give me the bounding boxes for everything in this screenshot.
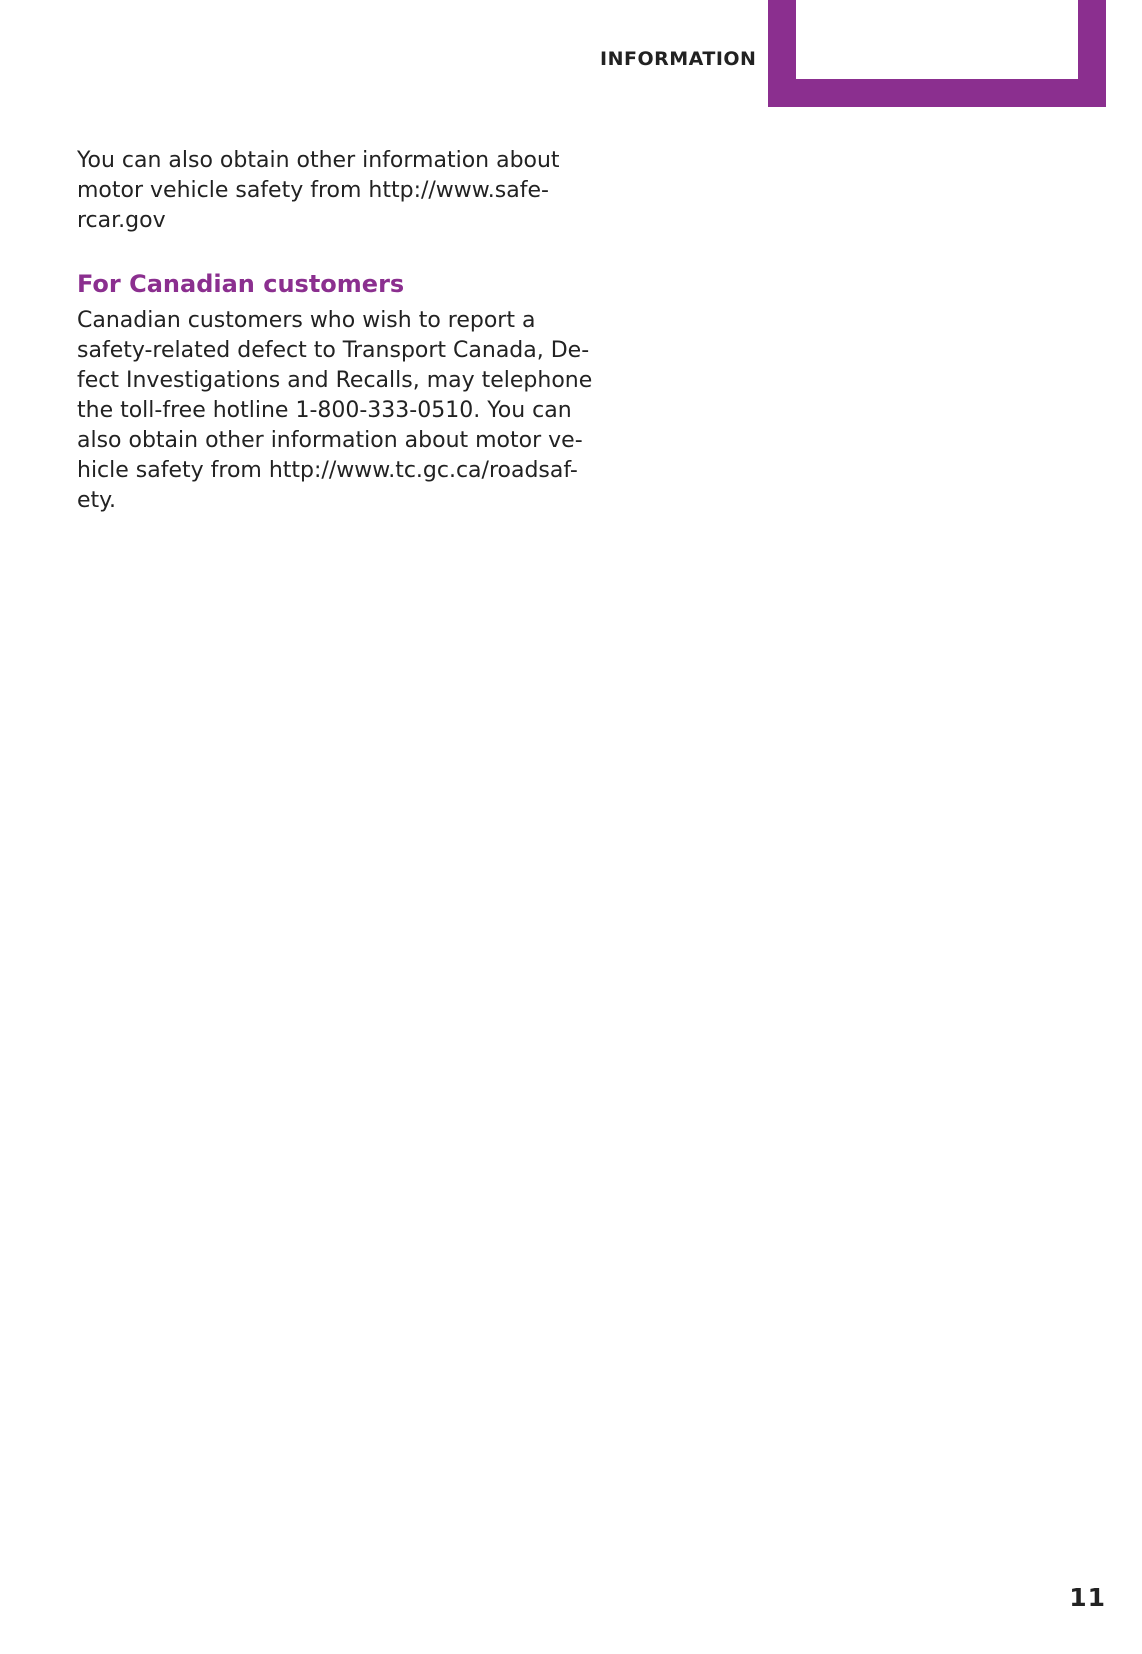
section-tab-marker: [768, 0, 1106, 107]
canadian-customers-paragraph: [77, 306, 593, 516]
paragraph-line: hicle safety from http://www.tc.gc.ca/roadsaf-: [77, 458, 578, 483]
paragraph-line: rcar.gov: [77, 208, 166, 233]
paragraph-line: the toll-free hotline 1-800-333-0510. You can: [77, 398, 572, 423]
paragraph-line: safety-related defect to Transport Canada, De-: [77, 338, 590, 363]
intro-paragraph: [77, 146, 577, 236]
paragraph-line: motor vehicle safety from http://www.safe-: [77, 178, 549, 203]
paragraph-line: fect Investigations and Recalls, may telephone: [77, 368, 593, 393]
canadian-customers-heading: For Canadian customers: [77, 270, 405, 298]
paragraph-line: also obtain other information about motor ve-: [77, 428, 583, 453]
main-content: [77, 146, 593, 516]
paragraph-line: Canadian customers who wish to report a: [77, 308, 536, 333]
section-label: INFORMATION: [600, 48, 757, 70]
paragraph-line: You can also obtain other information about: [77, 148, 560, 173]
page-number: 11: [1069, 1583, 1106, 1612]
section-tab-inner: [796, 0, 1078, 79]
paragraph-line: ety.: [77, 488, 117, 513]
